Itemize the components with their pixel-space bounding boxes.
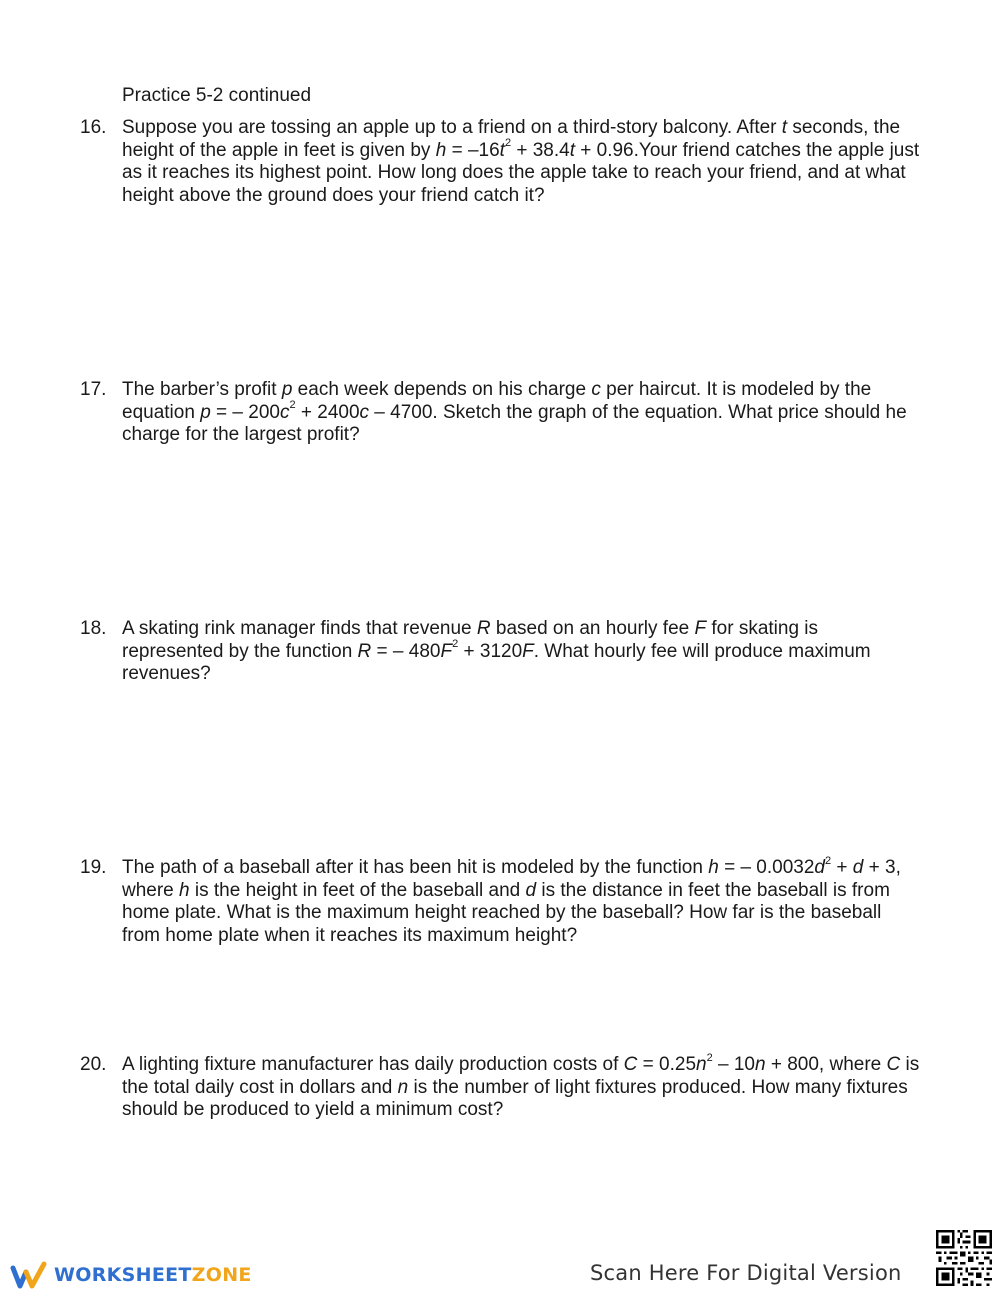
problem-text: A lighting fixture manufacturer has daily production costs of $C = 0.25n^2 - 10n + 800$, where C is the total daily cost in dollars and n is the number of light fixtures produced. How many fixtures should be produced to yield a minimum cost? (122, 1051, 920, 1120)
worksheetzone-logo[interactable] (10, 1258, 252, 1292)
problem-text: A skating rink manager finds that revenue R based on an hourly fee F for skating is represented by the function R = – $480F^2 + 3120F$. What hourly fee will produce maximum revenues? (122, 618, 871, 684)
scan-caption: Scan Here For Digital Version (590, 1261, 902, 1285)
problem-number: 19. (80, 857, 107, 878)
problem-text: The barber’s profit p each week depends on his charge c per haircut. It is modeled by the equation p = – $200c^2 + 2400c - 4700$. Sketch the graph of the equation. What price should he charge for the largest profit? (122, 379, 907, 445)
worksheetzone-logo-icon (10, 1260, 48, 1290)
problem-text: The path of a baseball after it has been hit is modeled by the function h = – $0.0032d^2 + d + 3$, where h is the height in feet of the baseball and d is the distance in feet the baseball is from home plate. What is the maximum height reached by the baseball? How far is the baseball from home plate when it reaches its maximum height? (122, 854, 901, 946)
problem-19 (80, 854, 920, 947)
problem-number: 17. (80, 379, 107, 400)
qr-code-icon[interactable] (936, 1230, 992, 1286)
problem-number: 18. (80, 618, 107, 639)
problem-17 (80, 379, 920, 447)
problem-number: 20. (80, 1054, 107, 1075)
problem-number: 16. (80, 117, 107, 138)
problem-18 (80, 618, 920, 686)
problem-16 (80, 117, 920, 207)
problem-text: Suppose you are tossing an apple up to a friend on a third-story balcony. After t seconds, the height of the apple in feet is given by $h = -16t^2 + 38.4t$ + 0.96.Your friend catches the apple just as it reaches its highest point. How long does the apple take to reach your friend, and at what height above the ground does your friend catch it? (122, 117, 920, 206)
logo-wordmark: WORKSHEETZONE (54, 1264, 252, 1286)
problem-20 (80, 1051, 920, 1122)
page-heading: Practice 5-2 continued (122, 85, 312, 106)
